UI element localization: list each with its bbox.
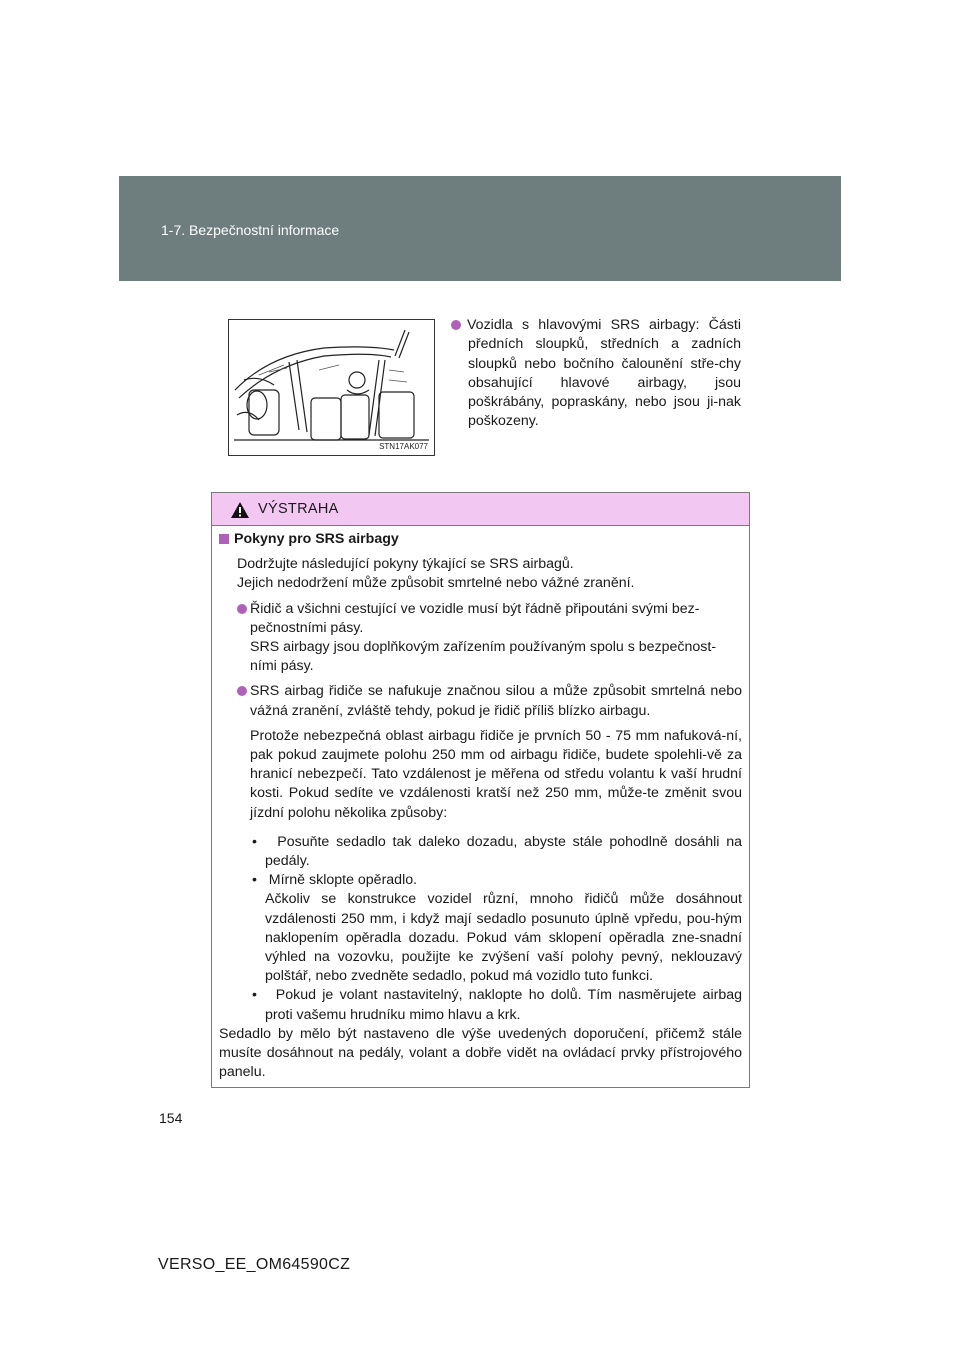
- square-bullet-icon: [219, 534, 229, 544]
- sub-item-2: • Mírně sklopte opěradlo.: [252, 872, 418, 889]
- bullet-dot-icon: [237, 604, 247, 614]
- warning-box: [211, 492, 750, 1088]
- note-line1: Vozidla s hlavovými SRS airbagy: Části: [467, 317, 741, 333]
- warning-triangle-icon: [230, 501, 250, 519]
- head-airbag-note: [451, 316, 741, 432]
- bullet2: SRS airbag řidiče se nafukuje značnou silou a může způsobit smrtelná nebo vážná zranění, zvláště tehdy, pokud je řidič příliš blízko airbagu.: [219, 682, 742, 720]
- bullet1: Řidič a všichni cestující ve vozidle musí být řádně připoutáni svými bez-: [219, 600, 742, 619]
- closing-paragraph: Sedadlo by mělo být nastaveno dle výše uvedených doporučení, přičemž stále musíte dosáhnout na pedály, volant a dobře vidět na ovládací prvky přístrojového panelu.: [219, 1025, 742, 1081]
- page-number: 154: [159, 1110, 183, 1126]
- sub-item-1: • Posuňte sedadlo tak daleko dozadu, abyste stále pohodlně dosáhli na pedály.: [252, 833, 742, 870]
- car-interior-drawing: [229, 320, 434, 455]
- bullet1-line2: pečnostními pásy.: [250, 619, 364, 636]
- bullet2-paragraph: Protože nebezpečná oblast airbagu řidiče je prvních 50 - 75 mm nafuková-ní, pak pokud zaujmete polohu 250 mm od airbagu řidiče, budete spolehli-vě za hranicí nebezpečí. Tato vzdálenost je měřena od středu volantu k vaší hrudní kosti. Pokud sedíte ve vzdálenosti kratší než 250 mm, může-te změnit svou jízdní polohu několika způsoby:: [250, 727, 742, 821]
- sub-item-2-cont: Ačkoliv se konstrukce vozidel různí, mnoho řidičů může dosáhnout vzdálenosti 250 mm, i když mají sedadlo posunuto úplně vpředu, pou-hým naklopením opěradla dozadu. Pokud vám sklopení opěradla zne-snadní výhled na vozovku, použijte ke zvýšení vaší polohy pevný, neklouzavý polštář, nebo zvedněte sedadlo, pokud má vozidlo tuto funkci.: [265, 891, 742, 985]
- note-rest: předních sloupků, středních a zadních sloupků nebo bočního čalounění stře-chy obsahující hlavové airbagy, jsou poškrábány, popraskány, nebo jsou ji-nak poškozeny.: [468, 336, 741, 430]
- warning-title: VÝSTRAHA: [258, 501, 339, 517]
- intro-line1: Dodržujte následující pokyny týkající se SRS airbagů.: [237, 556, 574, 573]
- bullet1-line3: SRS airbagy jsou doplňkovým zařízením používaným spolu s bezpečnost-: [250, 639, 717, 656]
- bullet1-line4: ními pásy.: [250, 658, 314, 675]
- warning-header: [212, 493, 749, 526]
- section-header: [119, 176, 841, 281]
- footer-code: VERSO_EE_OM64590CZ: [158, 1256, 351, 1273]
- warning-body: [212, 526, 749, 1082]
- section-title: 1-7. Bezpečnostní informace: [161, 222, 340, 238]
- bullet-dot-icon: [237, 686, 247, 696]
- airbag-illustration: [228, 319, 435, 456]
- bullet-dot-icon: [451, 320, 461, 330]
- sub-item-3: • Pokud je volant nastavitelný, naklopte ho dolů. Tím nasměrujete airbag proti vašemu hrudníku mimo hlavu a krk.: [252, 987, 742, 1023]
- intro-line2: Jejich nedodržení může způsobit smrtelné nebo vážné zranění.: [237, 575, 635, 592]
- figure-id: STN17AK077: [379, 442, 428, 451]
- warning-heading: Pokyny pro SRS airbagy: [219, 530, 742, 549]
